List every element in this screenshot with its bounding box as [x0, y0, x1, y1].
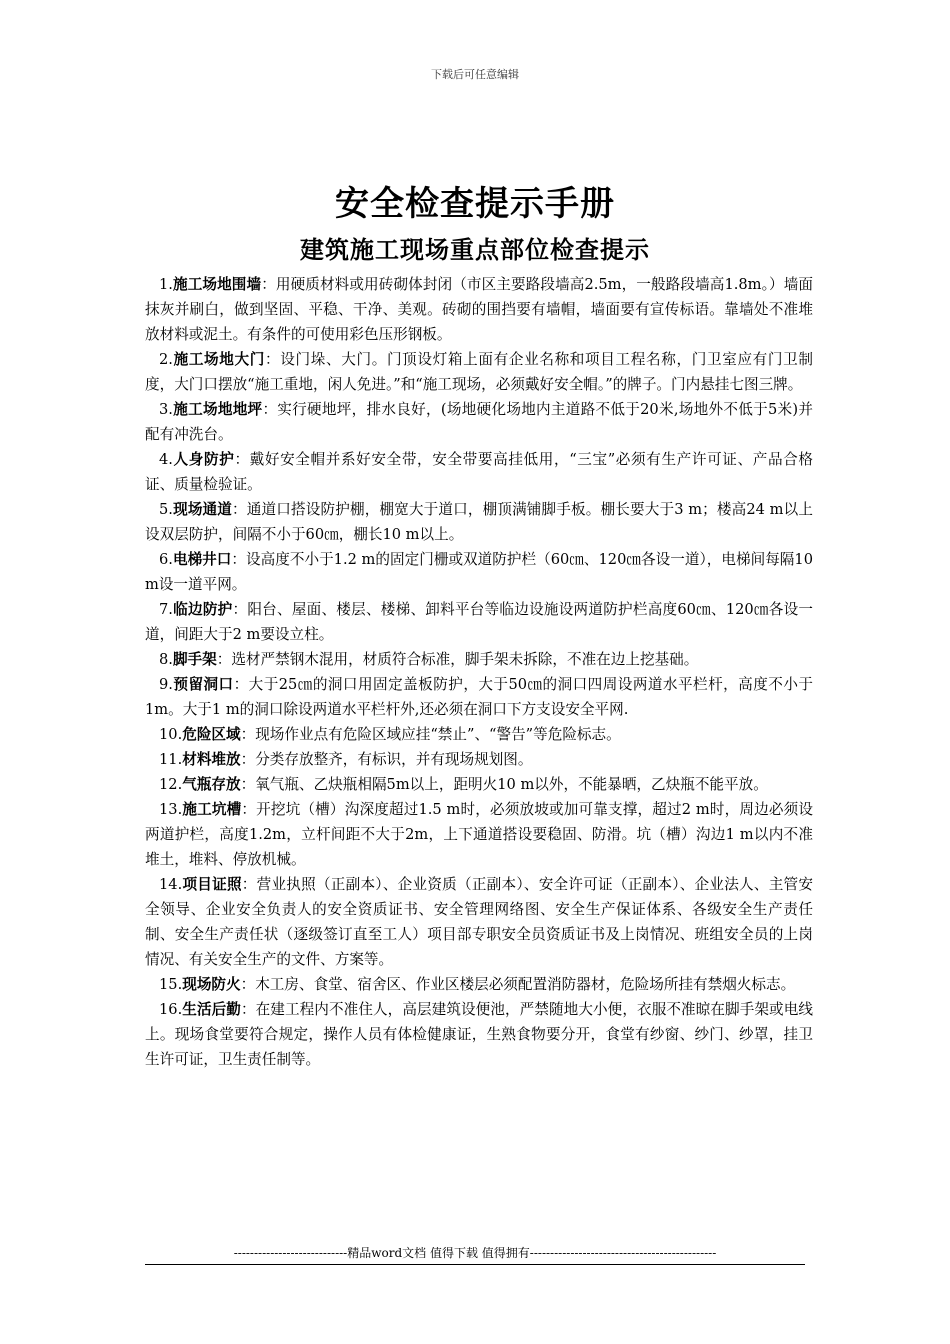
item-number: 4.	[159, 451, 173, 468]
item-text: ：现场作业点有危险区域应挂“禁止”、“警告”等危险标志。	[240, 726, 621, 743]
item-number: 13.	[159, 801, 183, 818]
item-term: 预留洞口	[172, 676, 234, 693]
list-item	[145, 672, 813, 722]
item-term: 施工坑槽	[182, 801, 242, 818]
item-number: 11.	[159, 751, 183, 768]
item-number: 5.	[159, 501, 173, 518]
list-item	[145, 497, 813, 547]
item-text: ：在建工程内不准住人，高层建筑设便池，严禁随地大小便，衣服不准晾在脚手架或电线上。现场食堂要符合规定，操作人员有体检健康证，生熟食物要分开，食堂有纱窗、纱门、纱罩，挂卫生许可证，卫生责任制等。	[145, 1001, 813, 1068]
item-term: 生活后勤	[182, 1001, 241, 1018]
list-item	[145, 797, 813, 872]
item-term: 气瓶存放	[182, 776, 241, 793]
item-number: 2.	[159, 351, 173, 368]
list-item	[145, 872, 813, 972]
list-item	[145, 772, 813, 797]
item-text: ：营业执照（正副本）、企业资质（正副本）、安全许可证（正副本）、企业法人、主管安全领导、企业安全负责人的安全资质证书、安全管理网络图、安全生产保证体系、各级安全生产责任制、安全生产责任状（逐级签订直至工人）项目部专职安全员资质证书及上岗情况、班组安全员的上岗情况、有关安全生产的文件、方案等。	[145, 876, 813, 968]
item-text: ：大于25㎝的洞口用固定盖板防护，大于50㎝的洞口四周设两道水平栏杆，高度不小于1m。大于1 m的洞口除设两道水平栏杆外,还必须在洞口下方支设安全平网.	[145, 676, 813, 718]
item-text: ：通道口搭设防护棚，棚宽大于道口，棚顶满铺脚手板。棚长要大于3 m；楼高24 m以上设双层防护，间隔不小于60㎝，棚长10 m以上。	[145, 501, 813, 543]
list-item	[145, 447, 813, 497]
list-item	[145, 272, 813, 347]
checklist	[145, 272, 813, 1072]
item-number: 14.	[159, 876, 183, 893]
list-item	[145, 747, 813, 772]
item-number: 1.	[159, 276, 173, 293]
item-term: 危险区域	[182, 726, 241, 743]
page-footer: ----------------------------精品word文档 值得下载 值得拥有----------------------------------------------	[145, 1244, 805, 1265]
header-note: 下载后可任意编辑	[431, 68, 519, 81]
item-number: 12.	[159, 776, 183, 793]
item-term: 电梯井口	[172, 551, 232, 568]
item-number: 16.	[159, 1001, 183, 1018]
item-term: 临边防护	[172, 601, 233, 618]
item-number: 6.	[159, 551, 173, 568]
item-number: 3.	[159, 401, 173, 418]
list-item	[145, 647, 813, 672]
item-text: ：用硬质材料或用砖砌体封闭（市区主要路段墙高2.5m，一般路段墙高1.8m。）墙面抹灰并刷白，做到坚固、平稳、干净、美观。砖砌的围挡要有墙帽，墙面要有宣传标语。靠墙处不准堆放材料或泥土。有条件的可使用彩色压形钢板。	[145, 276, 813, 343]
item-term: 材料堆放	[182, 751, 241, 768]
item-term: 项目证照	[182, 876, 242, 893]
item-number: 7.	[159, 601, 173, 618]
item-term: 脚手架	[172, 651, 217, 668]
item-text: ：设高度不小于1.2 m的固定门栅或双道防护栏（60㎝、120㎝各设一道），电梯间每隔10 m设一道平网。	[145, 551, 813, 593]
item-term: 施工场地地坪	[172, 401, 263, 418]
item-text: ：选材严禁钢木混用，材质符合标准，脚手架未拆除，不准在边上挖基础。	[216, 651, 699, 668]
list-item	[145, 722, 813, 747]
item-text: ：设门垛、大门。门顶设灯箱上面有企业名称和项目工程名称，门卫室应有门卫制度，大门口摆放“施工重地，闲人免进。”和“施工现场，必须戴好安全帽。”的牌子。门内悬挂七图三牌。	[145, 351, 813, 393]
item-number: 15.	[159, 976, 183, 993]
item-text: ：实行硬地坪，排水良好，(场地硬化场地内主道路不低于20米,场地外不低于5米)并配有冲洗台。	[145, 401, 813, 443]
list-item	[145, 347, 813, 397]
list-item	[145, 547, 813, 597]
item-number: 9.	[159, 676, 173, 693]
item-number: 8.	[159, 651, 173, 668]
item-text: ：分类存放整齐，有标识，并有现场规划图。	[240, 751, 533, 768]
page-subtitle: 建筑施工现场重点部位检查提示	[300, 236, 650, 264]
item-text: ：阳台、屋面、楼层、楼梯、卸料平台等临边设施设两道防护栏高度60㎝、120㎝各设一道，间距大于2 m要设立柱。	[145, 601, 813, 643]
list-item	[145, 972, 813, 997]
item-term: 施工场地围墙	[172, 276, 262, 293]
item-number: 10.	[159, 726, 183, 743]
item-text: ：氧气瓶、乙炔瓶相隔5m以上，距明火10 m以外，不能暴晒，乙炔瓶不能平放。	[240, 776, 768, 793]
item-term: 人身防护	[172, 451, 235, 468]
item-term: 现场防火	[182, 976, 241, 993]
item-term: 现场通道	[172, 501, 233, 518]
item-text: ：开挖坑（槽）沟深度超过1.5 m时，必须放坡或加可靠支撑，超过2 m时，周边必须设两道护栏，高度1.2m，立杆间距不大于2m，上下通道搭设要稳固、防滑。坑（槽）沟边1 m以内不准堆土，堆料、停放机械。	[145, 801, 813, 868]
item-term: 施工场地大门	[172, 351, 266, 368]
page-title: 安全检查提示手册	[335, 184, 615, 224]
item-text: ：戴好安全帽并系好安全带，安全带要高挂低用，“三宝”必须有生产许可证、产品合格证、质量检验证。	[145, 451, 813, 493]
list-item	[145, 997, 813, 1072]
item-text: ：木工房、食堂、宿舍区、作业区楼层必须配置消防器材，危险场所挂有禁烟火标志。	[240, 976, 796, 993]
list-item	[145, 397, 813, 447]
list-item	[145, 597, 813, 647]
